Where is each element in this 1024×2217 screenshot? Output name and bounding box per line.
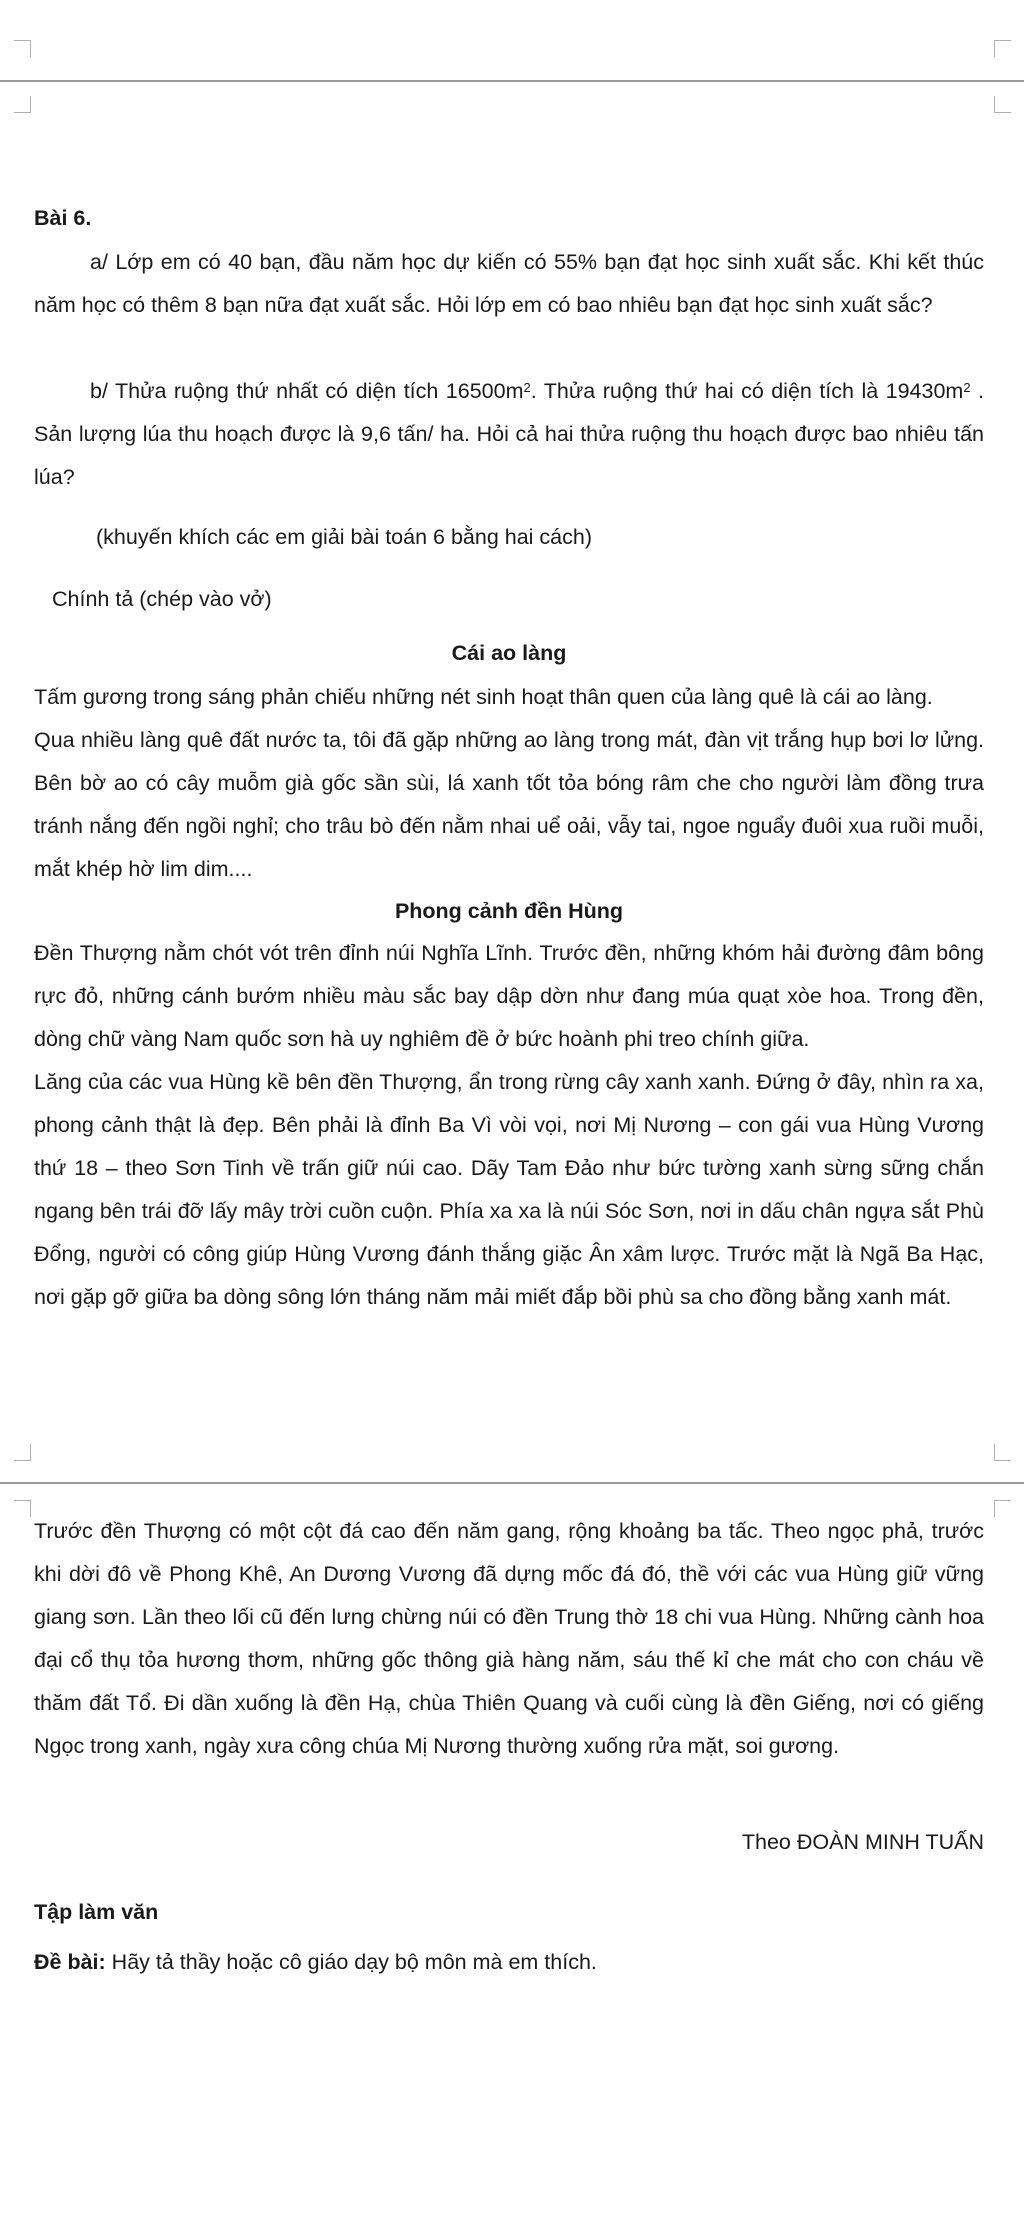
exercise-note: (khuyến khích các em giải bài toán 6 bằng hai cách)	[96, 525, 592, 549]
exercise-part-b	[34, 370, 984, 499]
corner-mark-mid-left	[14, 1444, 31, 1461]
paragraph-3: Đền Thượng nằm chót vót trên đỉnh núi Nghĩa Lĩnh. Trước đền, những khóm hải đường đâm bông rực đỏ, những cánh bướm nhiều màu sắc bay dập dờn như đang múa quạt xòe hoa. Trong đền, dòng chữ vàng Nam quốc sơn hà uy nghiêm đề ở bức hoành phi treo chính giữa.	[34, 941, 984, 1051]
dictation-body-1	[34, 676, 984, 891]
corner-mark-top-left-lower	[14, 96, 31, 113]
paragraph-4: Lăng của các vua Hùng kề bên đền Thượng, ẩn trong rừng cây xanh xanh. Đứng ở đây, nhìn ra xa, phong cảnh thật là đẹp. Bên phải là đỉnh Ba Vì vòi vọi, nơi Mị Nương – con gái vua Hùng Vương thứ 18 – theo Sơn Tinh về trấn giữ núi cao. Dãy Tam Đảo như bức tường xanh sừng sững chắn ngang bên trái đỡ lấy mây trời cuồn cuộn. Phía xa xa là núi Sóc Sơn, nơi in dấu chân ngựa sắt Phù Đổng, người có công giúp Hùng Vương đánh thắng giặc Ân xâm lược. Trước mặt là Ngã Ba Hạc, nơi gặp gỡ giữa ba dòng sông lớn tháng năm mải miết đắp bồi phù sa cho đồng bằng xanh mát.	[34, 1070, 984, 1309]
page-separator-middle	[0, 1482, 1024, 1484]
corner-mark-top-right-lower	[994, 96, 1011, 113]
exercise-part-a-text: a/ Lớp em có 40 bạn, đầu năm học dự kiến có 55% bạn đạt học sinh xuất sắc. Khi kết thúc năm học có thêm 8 bạn nữa đạt xuất sắc. Hỏi lớp em có bao nhiêu bạn đạt học sinh xuất sắc?	[34, 250, 984, 317]
exercise-part-b-text: b/ Thửa ruộng thứ nhất có diện tích $16500m^2$. Thửa ruộng thứ hai có diện tích là $19430m^2$ . Sản lượng lúa thu hoạch được là 9,6 tấn/ ha. Hỏi cả hai thửa ruộng thu hoạch được bao nhiêu tấn lúa?	[34, 379, 985, 489]
exercise-part-a	[34, 241, 984, 327]
corner-mark-mid-left-lower	[14, 1500, 31, 1517]
composition-heading: Tập làm văn	[34, 1900, 159, 1924]
exercise-heading: Bài 6.	[34, 206, 92, 230]
page-separator-top	[0, 80, 1024, 82]
author-credit: Theo ĐOÀN MINH TUẤN	[741, 1830, 984, 1854]
corner-mark-mid-right-lower	[994, 1500, 1011, 1517]
composition-prompt-text: Hãy tả thầy hoặc cô giáo dạy bộ môn mà em thích.	[105, 1950, 597, 1974]
corner-mark-top-right	[994, 40, 1011, 57]
paragraph-5: Trước đền Thượng có một cột đá cao đến năm gang, rộng khoảng ba tấc. Theo ngọc phả, trước khi dời đô về Phong Khê, An Dương Vương đã dựng mốc đá đó, thề với các vua Hùng giữ vững giang sơn. Lần theo lối cũ đến lưng chừng núi có đền Trung thờ 18 chi vua Hùng. Những cành hoa đại cổ thụ tỏa hương thơm, những gốc thông già hàng năm, sáu thế kỉ che mát cho con cháu về thăm đất Tổ. Đi dần xuống là đền Hạ, chùa Thiên Quang và cuối cùng là đền Giếng, nơi có giếng Ngọc trong xanh, ngày xưa công chúa Mị Nương thường xuống rửa mặt, soi gương.	[34, 1519, 984, 1758]
dictation-heading: Chính tả (chép vào vở)	[52, 587, 272, 611]
dictation-body-2	[34, 932, 984, 1319]
paragraph-2: Qua nhiều làng quê đất nước ta, tôi đã gặp những ao làng trong mát, đàn vịt trắng hụp bơi lơ lửng. Bên bờ ao có cây muỗm già gốc sần sùi, lá xanh tốt tỏa bóng râm che cho người làm đồng trưa tránh nắng đến ngồi nghỉ; cho trâu bò đến nằm nhai uể oải, vẫy tai, ngoe nguẩy đuôi xua ruồi muỗi, mắt khép hờ lim dim....	[34, 728, 984, 881]
corner-mark-top-left	[14, 40, 31, 57]
dictation-title-1: Cái ao làng	[451, 641, 567, 665]
corner-mark-mid-right	[994, 1444, 1011, 1461]
paragraph-1: Tấm gương trong sáng phản chiếu những nét sinh hoạt thân quen của làng quê là cái ao làng.	[34, 685, 933, 709]
dictation-title-2: Phong cảnh đền Hùng	[394, 899, 624, 923]
dictation-body-3	[34, 1510, 984, 1768]
composition-prompt	[34, 1950, 984, 1975]
composition-prompt-label: Đề bài:	[34, 1950, 106, 1974]
